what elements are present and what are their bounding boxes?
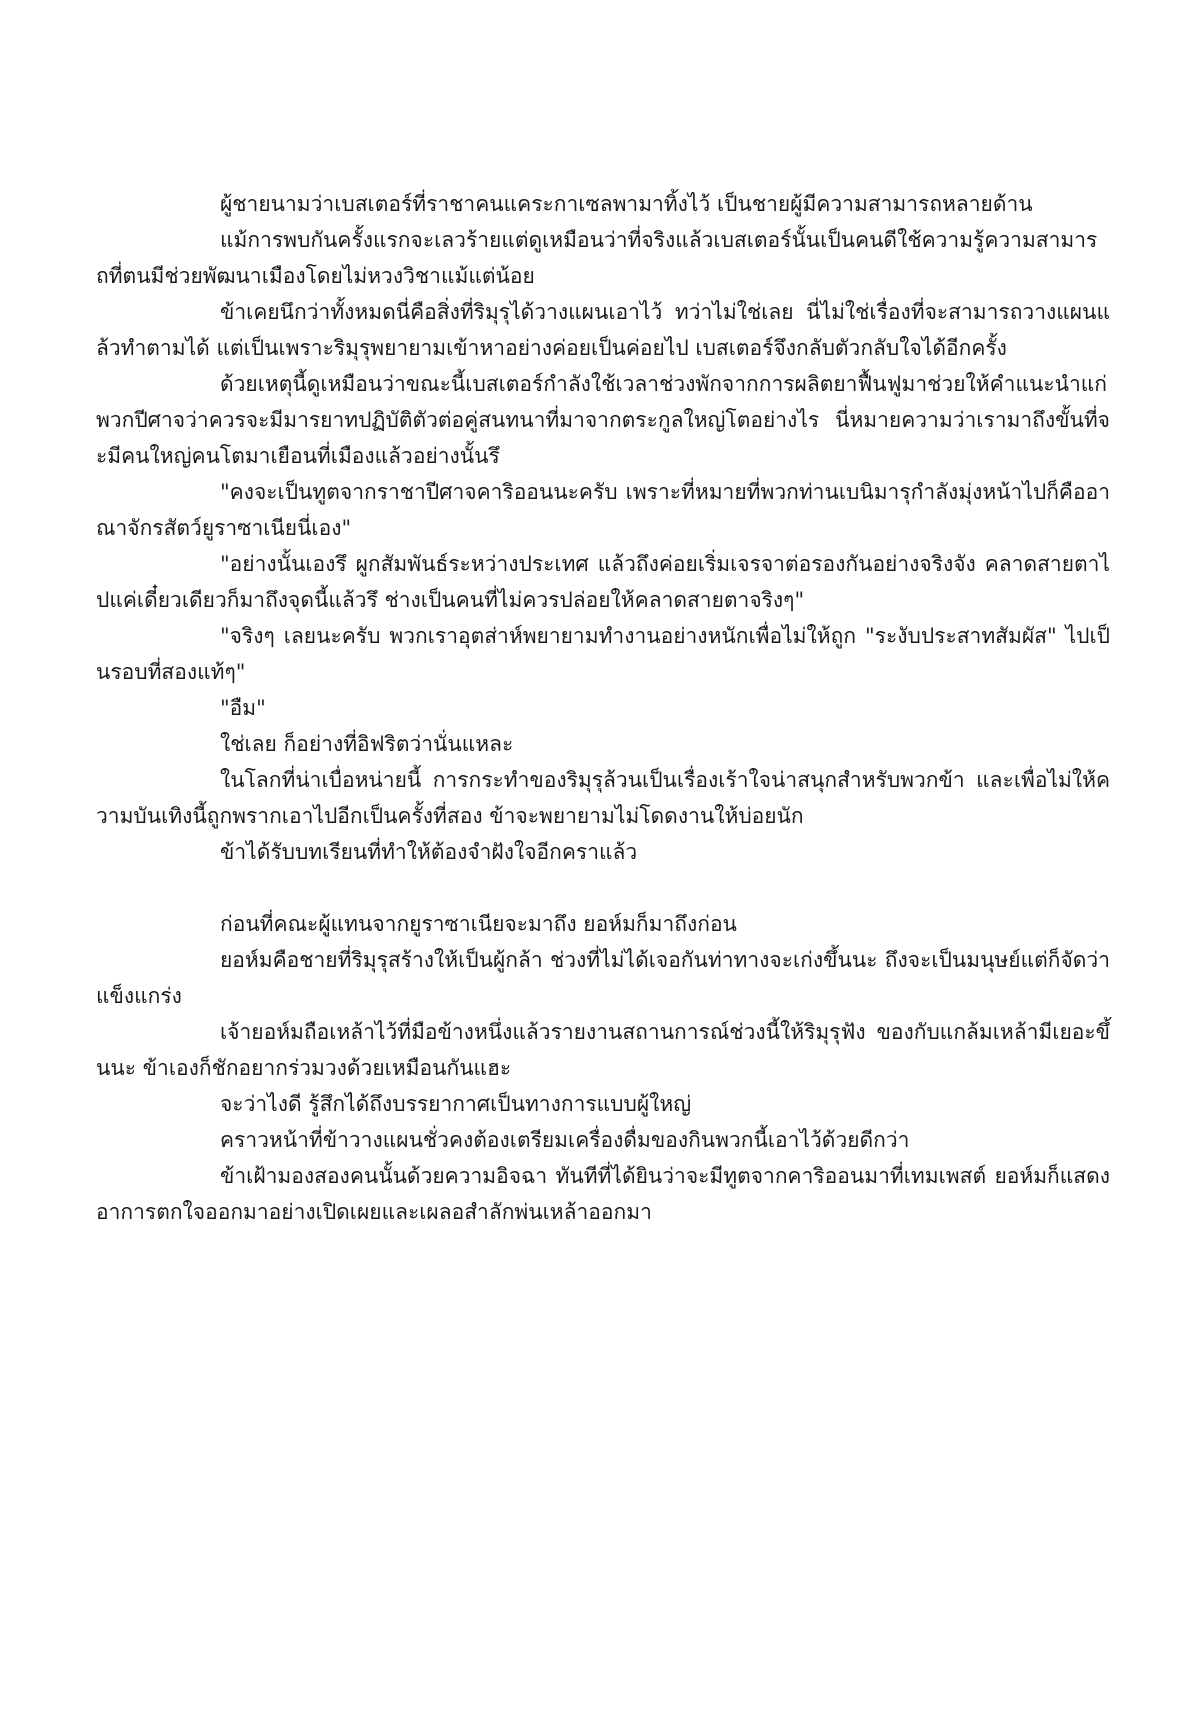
paragraph-1: ผู้ชายนามว่าเบสเตอร์ที่ราชาคนแคระกาเซลพามาทิ้งไว้ เป็นชายผู้มีความสามารถหลายด้าน <box>220 192 1033 216</box>
document-body <box>96 186 1110 1230</box>
paragraph-5: "คงจะเป็นทูตจากราชาปีศาจคาริออนนะครับ เพราะที่หมายที่พวกท่านเบนิมารุกำลังมุ่งหน้าไปก็คืออาณาจักรสัตว์ยูราซาเนียนี่เอง" <box>96 480 1110 540</box>
section-break <box>96 870 1110 906</box>
paragraph-14: เจ้ายอห์มถือเหล้าไว้ที่มือข้างหนึ่งแล้วรายงานสถานการณ์ช่วงนี้ให้ริมุรุฟัง ของกับแกล้มเหล้ามีเยอะขึ้นนะ ข้าเองก็ชักอยากร่วมวงด้วยเหมือนกันแฮะ <box>96 1020 1110 1080</box>
paragraph-4: ด้วยเหตุนี้ดูเหมือนว่าขณะนี้เบสเตอร์กำลังใช้เวลาช่วงพักจากการผลิตยาฟื้นฟูมาช่วยให้คำแนะนำแก่พวกปีศาจว่าควรจะมีมารยาทปฏิบัติตัวต่อคู่สนทนาที่มาจากตระกูลใหญ่โตอย่างไร นี่หมายความว่าเรามาถึงขั้นที่จะมีคนใหญ่คนโตมาเยือนที่เมืองแล้วอย่างนั้นรึ <box>96 372 1110 468</box>
paragraph-17: ข้าเฝ้ามองสองคนนั้นด้วยความอิจฉา ทันทีที่ได้ยินว่าจะมีทูตจากคาริออนมาที่เทมเพสต์ ยอห์มก็แสดงอาการตกใจออกมาอย่างเปิดเผยและเผลอสำลักพ่นเหล้าออกมา <box>96 1164 1110 1224</box>
paragraph-11: ข้าได้รับบทเรียนที่ทำให้ต้องจำฝังใจอีกคราแล้ว <box>220 840 638 864</box>
paragraph-12: ก่อนที่คณะผู้แทนจากยูราซาเนียจะมาถึง ยอห์มก็มาถึงก่อน <box>220 912 737 936</box>
paragraph-15: จะว่าไงดี รู้สึกได้ถึงบรรยากาศเป็นทางการแบบผู้ใหญ่ <box>220 1092 692 1116</box>
paragraph-16: คราวหน้าที่ข้าวางแผนชั่วคงต้องเตรียมเครื่องดื่มของกินพวกนี้เอาไว้ด้วยดีกว่า <box>220 1128 910 1152</box>
paragraph-2: แม้การพบกันครั้งแรกจะเลวร้ายแต่ดูเหมือนว่าที่จริงแล้วเบสเตอร์นั้นเป็นคนดีใช้ความรู้ความสามารถที่ตนมีช่วยพัฒนาเมืองโดยไม่หวงวิชาแม้แต่น้อย <box>96 228 1098 288</box>
paragraph-7: "จริงๆ เลยนะครับ พวกเราอุตส่าห์พยายามทำงานอย่างหนักเพื่อไม่ให้ถูก "ระงับประสาทสัมผัส" ไปเป็นรอบที่สองแท้ๆ" <box>96 624 1110 684</box>
paragraph-3: ข้าเคยนึกว่าทั้งหมดนี่คือสิ่งที่ริมุรุได้วางแผนเอาไว้ ทว่าไม่ใช่เลย นี่ไม่ใช่เรื่องที่จะสามารถวางแผนแล้วทำตามได้ แต่เป็นเพราะริมุรุพยายามเข้าหาอย่างค่อยเป็นค่อยไป เบสเตอร์จึงกลับตัวกลับใจได้อีกครั้ง <box>96 300 1110 360</box>
paragraph-13: ยอห์มคือชายที่ริมุรุสร้างให้เป็นผู้กล้า ช่วงที่ไม่ได้เจอกันท่าทางจะเก่งขึ้นนะ ถึงจะเป็นมนุษย์แต่ก็จัดว่าแข็งแกร่ง <box>96 948 1110 1008</box>
paragraph-6: "อย่างนั้นเองรึ ผูกสัมพันธ์ระหว่างประเทศ แล้วถึงค่อยเริ่มเจรจาต่อรองกันอย่างจริงจัง คลาดสายตาไปแค่เดี๋ยวเดียวก็มาถึงจุดนี้แล้วรึ ช่างเป็นคนที่ไม่ควรปล่อยให้คลาดสายตาจริงๆ" <box>96 552 1110 612</box>
paragraph-10: ในโลกที่น่าเบื่อหน่ายนี้ การกระทำของริมุรุล้วนเป็นเรื่องเร้าใจน่าสนุกสำหรับพวกข้า และเพื่อไม่ให้ความบันเทิงนี้ถูกพรากเอาไปอีกเป็นครั้งที่สอง ข้าจะพยายามไม่โดดงานให้บ่อยนัก <box>96 768 1110 828</box>
paragraph-8: "อืม" <box>220 696 266 720</box>
paragraph-9: ใช่เลย ก็อย่างที่อิฟริตว่านั่นแหละ <box>220 732 514 756</box>
